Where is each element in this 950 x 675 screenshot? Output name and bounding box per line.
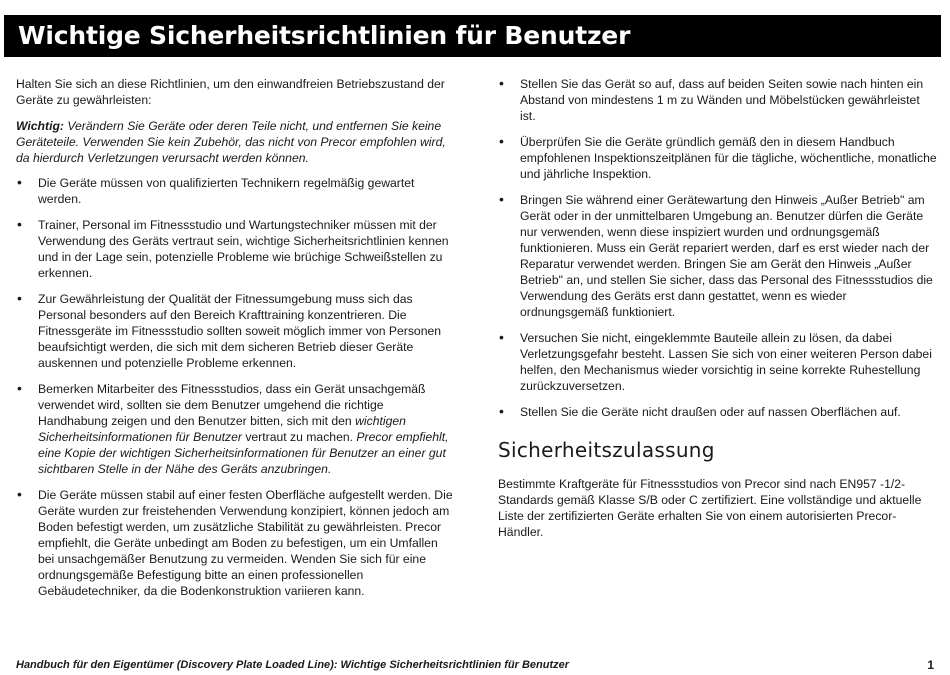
footer-text: Handbuch für den Eigentümer (Discovery Plate Loaded Line): Wichtige Sicherheitsrichtlinien für Benutzer — [16, 659, 570, 671]
list-item: • Trainer, Personal im Fitnessstudio und Wartungstechniker müssen mit der Verwendung des Geräts vertraut sein, wichtige Sicherheitsrichtlinien kennen und in der Lage sein, potenzielle Probleme wie brüchige Schweißstellen zu erkennen. — [16, 217, 456, 281]
list-item: • Die Geräte müssen stabil auf einer festen Oberfläche aufgestellt werden. Die Geräte wurden zur freistehenden Verwendung konzipiert, können jedoch am Boden befestigt werden, um zusätzliche Stabilität zu gewährleisten. Precor empfiehlt, die Geräte unbedingt am Boden zu befestigen, um ein Umfallen bei unsachgemäßer Benutzung zu vermeiden. Wenden Sie sich für eine ordnungsgemäße Befestigung bitte an einen professionellen Gebäudetechniker, da die Bodenkonstruktion variieren kann. — [16, 487, 456, 599]
bullet4-text-1: Bemerken Mitarbeiter des Fitnessstudios, dass ein Gerät unsachgemäß verwendet wird, sollten sie dem Benutzer umgehend die richtige Handhabung zeigen und den Benutzer bitten, sich mit den — [38, 382, 426, 428]
section-heading: Sicherheitszulassung — [498, 438, 715, 462]
list-item: • Stellen Sie das Gerät so auf, dass auf beiden Seiten sowie nach hinten ein Abstand von mindestens 1 m zu Wänden und Möbelstücken gewährleistet ist. — [498, 76, 938, 124]
bullet4-italic-1: wichtigen Sicherheitsinformationen für Benutzer — [38, 414, 406, 444]
list-item: • Zur Gewährleistung der Qualität der Fitnessumgebung muss sich das Personal besonders auf den Bereich Krafttraining konzentrieren. Die Fitnessgeräte im Fitnessstudio sollten soweit möglich immer von Personen beaufsichtigt werden, die sich mit dem sicheren Betrieb dieser Geräte auskennen und potenzielle Probleme erkennen. — [16, 291, 456, 371]
important-text: Verändern Sie Geräte oder deren Teile nicht, und entfernen Sie keine Geräteteile. Verwenden Sie kein Zubehör, das nicht von Precor empfohlen wird, da hierdurch Verletzungen verursacht werden können. — [16, 119, 446, 165]
left-bullet-list — [16, 175, 456, 599]
bullet4-italic-2: Precor empfiehlt, eine Kopie der wichtigen Sicherheitsinformationen für Benutzer an einer gut sichtbaren Stelle in der Nähe des Geräts anzubringen. — [38, 430, 449, 476]
list-item: • Stellen Sie die Geräte nicht draußen oder auf nassen Oberflächen auf. — [498, 404, 938, 420]
list-item — [16, 381, 456, 477]
list-item: • Bringen Sie während einer Gerätewartung den Hinweis „Außer Betrieb" am Gerät oder in der unmittelbaren Umgebung an. Benutzer dürfen die Geräte nur verwenden, wenn diese inspiziert wurden und ordnungsgemäß funktionieren. Muss ein Gerät repariert werden, darf es erst wieder nach der Reparatur verwendet werden. Bringen Sie am Gerät den Hinweis „Außer Betrieb" an, und stellen Sie sicher, dass das Personal des Fitnessstudios die Verwendung des Geräts erst dann gestattet, wenn es wieder ordnungsgemäß funktioniert. — [498, 192, 938, 320]
right-bullet-list — [498, 76, 938, 420]
intro-paragraph: Halten Sie sich an diese Richtlinien, um den einwandfreien Betriebszustand der Geräte zu gewährleisten: — [16, 77, 445, 107]
list-item: • Versuchen Sie nicht, eingeklemmte Bauteile allein zu lösen, da dabei Verletzungsgefahr besteht. Lassen Sie sich von einer weiteren Person dabei helfen, den Mechanismus wieder vorsichtig in seine korrekte Ruhestellung zurückzuversetzen. — [498, 330, 938, 394]
page-number: 1 — [927, 658, 934, 672]
page-title: Wichtige Sicherheitsrichtlinien für Benutzer — [18, 21, 631, 50]
left-column — [16, 76, 456, 609]
important-note — [16, 118, 456, 166]
title-bar — [4, 15, 941, 57]
bullet4-text-2: vertraut zu machen. — [245, 430, 354, 444]
list-item: • Die Geräte müssen von qualifizierten Technikern regelmäßig gewartet werden. — [16, 175, 456, 207]
important-label: Wichtig: — [16, 119, 64, 133]
list-item: • Überprüfen Sie die Geräte gründlich gemäß den in diesem Handbuch empfohlenen Inspektionszeitplänen für die tägliche, wöchentliche, monatliche und jährliche Inspektion. — [498, 134, 938, 182]
certification-paragraph: Bestimmte Kraftgeräte für Fitnessstudios von Precor sind nach EN957 -1/2-Standards gemäß Klasse S/B oder C zertifiziert. Eine vollständige und aktuelle Liste der zertifizierten Geräte erhalten Sie von einem autorisierten Precor-Händler. — [498, 477, 922, 539]
right-column — [498, 76, 938, 540]
